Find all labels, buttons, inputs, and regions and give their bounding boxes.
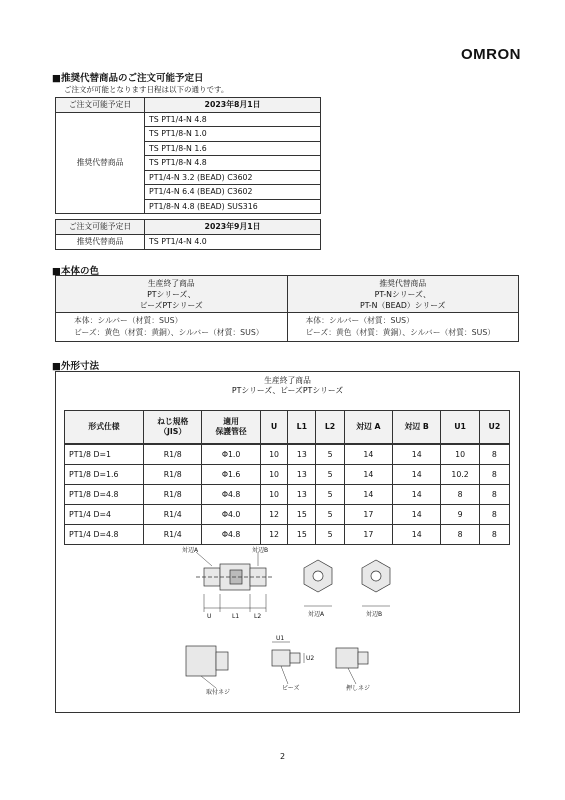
header-order-date-label: ご注文可能予定日 [56, 98, 145, 113]
table-cell: R1/8 [144, 485, 202, 505]
table-cell: PT1/8 D=1.6 [65, 465, 144, 485]
table-cell: 10 [260, 444, 287, 465]
section-order-dates-note: ご注文が可能となります日程は以下の通りです。 [64, 85, 229, 94]
page-number: 2 [279, 752, 286, 761]
label-u1: U1 [276, 635, 285, 642]
color-spec-line: ビーズ：黄色（材質：黄銅）、シルバー（材質：SUS） [305, 328, 496, 337]
table-cell: 10 [260, 485, 287, 505]
table-cell: PT1/8 D=1 [65, 444, 144, 465]
column-header: U [260, 411, 287, 445]
label-l1: L1 [232, 613, 240, 620]
body-color-table [55, 275, 519, 342]
table-header-row [56, 276, 519, 313]
color-spec-line: 本体：シルバー（材質：SUS） [74, 316, 183, 325]
table-cell: 5 [316, 525, 344, 545]
header-line: PTシリーズ、 [147, 289, 196, 299]
table-cell: 15 [288, 505, 316, 525]
header-order-date-value: 2023年9月1日 [145, 220, 321, 235]
label-bead: ビーズ [282, 685, 300, 692]
table-cell: R1/4 [144, 525, 202, 545]
order-date-table-sep [55, 219, 321, 250]
label-across-a: 対辺A [182, 547, 199, 554]
table-cell: 13 [288, 465, 316, 485]
table-cell: 14 [393, 485, 441, 505]
alt-product-item: TS PT1/4-N 4.0 [145, 235, 321, 250]
table-cell: 8 [441, 485, 479, 505]
header-discontinued [56, 276, 288, 313]
table-cell: 8 [479, 525, 509, 545]
section-order-dates-title: ■推奨代替商品のご注文可能予定日 [52, 73, 204, 84]
color-spec-line: ビーズ：黄色（材質：黄銅）、シルバー（材質：SUS） [74, 328, 264, 337]
table-cell: 12 [260, 525, 287, 545]
label-press-screw: 押しネジ [346, 685, 371, 692]
table-cell: 14 [393, 465, 441, 485]
label-across-a-end: 対辺A [308, 611, 325, 618]
table-row [56, 235, 321, 250]
table-cell: PT1/8 D=4.8 [65, 485, 144, 505]
table-row [65, 525, 510, 545]
column-header: U1 [441, 411, 479, 445]
section-dimensions-title: ■外形寸法 [52, 361, 99, 372]
table-cell: 14 [393, 444, 441, 465]
alt-product-item: TS PT1/4-N 4.8 [145, 112, 321, 127]
alt-product-item: PT1/4-N 6.4 (BEAD) C3602 [145, 185, 321, 200]
header-line: ビーズPTシリーズ [139, 300, 203, 310]
table-cell: R1/4 [144, 505, 202, 525]
table-cell: 15 [288, 525, 316, 545]
table-cell: 5 [316, 465, 344, 485]
table-cell: 5 [316, 444, 344, 465]
header-order-date-label: ご注文可能予定日 [56, 220, 145, 235]
omron-logo: OMRON [461, 46, 521, 63]
color-spec-recommended [287, 313, 519, 342]
header-line: 推奨代替商品 [379, 278, 427, 288]
column-header: L1 [288, 411, 316, 445]
table-cell: 14 [344, 444, 392, 465]
table-cell: Φ1.0 [202, 444, 260, 465]
dimensions-caption [56, 376, 519, 396]
label-u2: U2 [306, 655, 315, 662]
column-header: U2 [479, 411, 509, 445]
table-row [65, 465, 510, 485]
column-header: 形式仕様 [65, 411, 144, 445]
header-order-date-value: 2023年8月1日 [145, 98, 321, 113]
table-cell: 10 [260, 465, 287, 485]
header-recommended [287, 276, 519, 313]
table-cell: PT1/4 D=4 [65, 505, 144, 525]
caption-line: PTシリーズ、ビーズPTシリーズ [231, 386, 344, 395]
dimension-drawings [176, 546, 426, 706]
table-header-row [56, 220, 321, 235]
table-cell: Φ1.6 [202, 465, 260, 485]
alt-product-item: TS PT1/8-N 1.0 [145, 127, 321, 142]
label-across-b-end: 対辺B [366, 611, 383, 618]
table-cell: 14 [344, 465, 392, 485]
table-row [65, 505, 510, 525]
label-mount-screw: 取付ネジ [206, 689, 231, 696]
table-cell: PT1/4 D=4.8 [65, 525, 144, 545]
table-cell: Φ4.0 [202, 505, 260, 525]
header-line: PT-Nシリーズ、 [374, 289, 431, 299]
bead-part-shape [272, 650, 290, 666]
label-across-b: 対辺B [252, 547, 269, 554]
column-header: L2 [316, 411, 344, 445]
table-cell: 10 [441, 444, 479, 465]
table-header-row [65, 411, 510, 445]
table-cell: 5 [316, 485, 344, 505]
column-header: 対辺 A [344, 411, 392, 445]
table-row [56, 313, 519, 342]
mount-screw-shape [186, 646, 216, 676]
press-screw-shape [336, 648, 358, 668]
alt-product-item: PT1/8-N 4.8 (BEAD) SUS316 [145, 199, 321, 214]
dimensions-table [64, 410, 510, 545]
table-header-row [56, 98, 321, 113]
table-cell: 8 [441, 525, 479, 545]
table-cell: Φ4.8 [202, 525, 260, 545]
table-cell: 8 [479, 485, 509, 505]
table-cell: 8 [479, 444, 509, 465]
table-cell: 14 [393, 525, 441, 545]
column-header: 適用 保護管径 [202, 411, 260, 445]
table-cell: 14 [344, 485, 392, 505]
table-cell: 10.2 [441, 465, 479, 485]
header-line: PT-N（BEAD）シリーズ [360, 300, 446, 310]
table-row [65, 485, 510, 505]
alt-product-item: TS PT1/8-N 4.8 [145, 156, 321, 171]
row-label-alternative: 推奨代替商品 [56, 112, 145, 214]
order-date-table-aug [55, 97, 321, 214]
table-cell: 8 [479, 465, 509, 485]
label-l2: L2 [254, 613, 262, 620]
table-cell: R1/8 [144, 465, 202, 485]
section-body-color-title: ■本体の色 [52, 266, 99, 277]
table-cell: Φ4.8 [202, 485, 260, 505]
color-spec-line: 本体：シルバー（材質：SUS） [305, 316, 414, 325]
table-cell: 9 [441, 505, 479, 525]
header-line: 生産終了商品 [147, 278, 195, 288]
column-header: ねじ規格 （JIS） [144, 411, 202, 445]
table-cell: 8 [479, 505, 509, 525]
caption-line: 生産終了商品 [264, 376, 311, 385]
alt-product-item: TS PT1/8-N 1.6 [145, 141, 321, 156]
table-cell: 17 [344, 505, 392, 525]
table-row [56, 112, 321, 127]
table-cell: R1/8 [144, 444, 202, 465]
row-label-alternative: 推奨代替商品 [56, 235, 145, 250]
color-spec-discontinued [56, 313, 288, 342]
table-cell: 17 [344, 525, 392, 545]
table-cell: 5 [316, 505, 344, 525]
column-header: 対辺 B [393, 411, 441, 445]
table-cell: 13 [288, 485, 316, 505]
alt-product-item: PT1/4-N 3.2 (BEAD) C3602 [145, 170, 321, 185]
table-cell: 13 [288, 444, 316, 465]
label-u: U [207, 613, 212, 620]
table-row [65, 444, 510, 465]
table-cell: 12 [260, 505, 287, 525]
table-cell: 14 [393, 505, 441, 525]
